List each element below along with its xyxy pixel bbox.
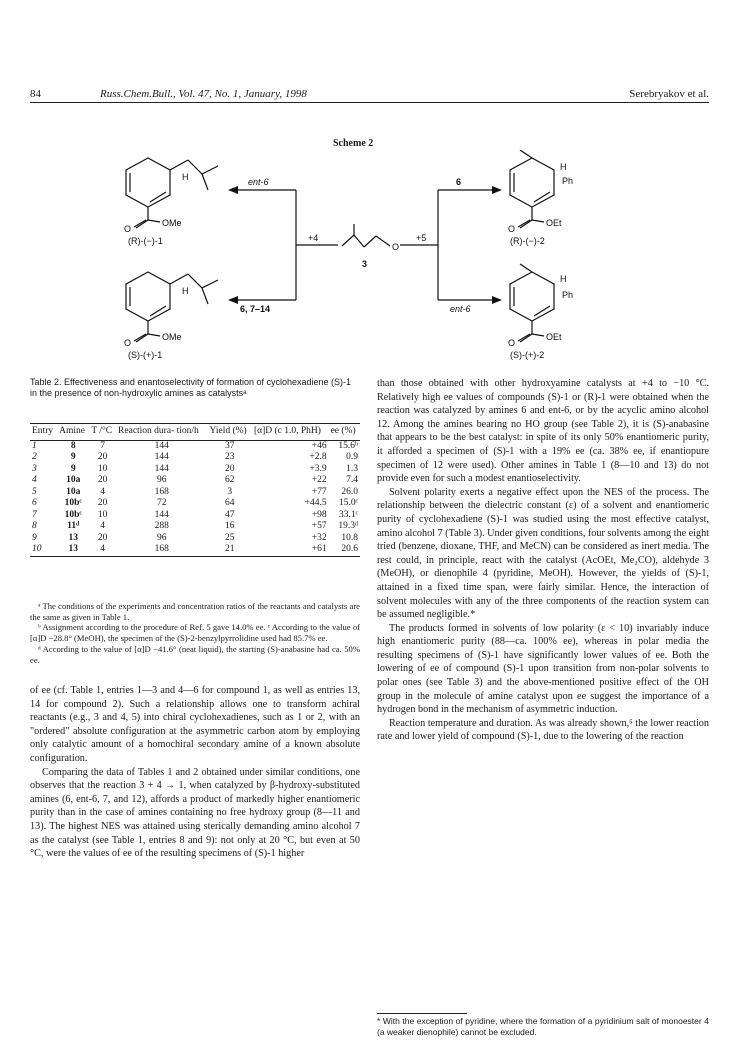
table-note-b-c: ᵇ Assignment according to the procedure of Ref. 5 gave 14.0% ee. ᶜ According to the value of [α]D −28.8° (MeOH), the specimen of the (S)-2-benzylpyrrolidine used had 85.7% ee. [30, 622, 360, 644]
running-header [30, 88, 709, 103]
paragraph-right-3: The products formed in solvents of low polarity (ε < 10) invariably induce high enantiomeric purity (88—ca. 100% ee), whereas in polar media the resulting specimens of (S)-1 have significantly lower values of ee. Both the lowering of ee of compound (S)-1 upon transition from non-polar solvents to polar ones (see Table 3) and the above-mentioned positive effect of the OH group in the molecule of amine catalyst upon ee suggest the importance of a hydrogen bond in the mechanism of asymmetric induction. [377, 622, 709, 716]
table-cell: +57 [311, 521, 327, 531]
table-cell: 96 [157, 532, 167, 543]
label-compound-3: 3 [362, 259, 368, 269]
table-cell: 8 [70, 440, 76, 451]
table-2-caption: Table 2. Effectiveness and enantoselectivity of formation of cyclohexadiene (S)-1 in the presence of non-hydroxylic amines as catalystsᵃ [30, 377, 352, 398]
table-cell: +32 [311, 532, 327, 543]
table-cell: 144 [154, 509, 169, 520]
table-note-d: ᵈ According to the value of [α]D −41.6° (neat liquid), the starting (S)-anabasine had ca. 50% ee. [30, 643, 360, 665]
table-cell: 20 [97, 532, 108, 543]
atom-h-s2: H [560, 274, 567, 284]
atom-oet-r2: OEt [546, 218, 562, 228]
table-cell: 4 [100, 486, 106, 497]
col-yield: Yield (%) [208, 424, 252, 441]
table-cell: 144 [154, 440, 169, 451]
arrowhead-left-top [228, 186, 238, 194]
arrow-label-catalysts-left: 6, 7–14 [240, 304, 271, 314]
table-cell: 6 [32, 498, 37, 508]
structure-s-2 [510, 264, 554, 342]
atom-ph-s2: Ph [562, 290, 574, 300]
page-number: 84 [30, 88, 41, 100]
table-cell: 62 [224, 475, 235, 485]
table-row [30, 440, 360, 452]
table-cell: 1 [32, 440, 37, 451]
table-cell: 15.0ᶜ [338, 498, 358, 508]
table-cell: 20 [224, 463, 235, 474]
table-cell: 5 [32, 486, 37, 497]
arrowhead-right-top [492, 186, 502, 194]
table-cell: 9 [32, 532, 37, 543]
scheme-title: Scheme 2 [333, 138, 374, 149]
table-cell: 33.1ᶜ [338, 509, 358, 520]
arrowhead-right-bottom [492, 296, 502, 304]
table-cell: +77 [311, 486, 327, 497]
table-cell: 1.3 [346, 463, 358, 474]
col-temperature: T /°C [89, 424, 116, 441]
table-cell: 3 [227, 486, 233, 497]
table-cell: 168 [116, 544, 207, 556]
atom-o-r2: O [508, 224, 516, 234]
table-cell: 13 [57, 544, 89, 556]
atom-h-r1: H [182, 172, 189, 182]
table-cell: 20 [97, 475, 108, 485]
paragraph-right-2: Solvent polarity exerts a negative effect upon the NES of the process. The relationship between the dielectric constant (ε) of a solvent and enantiomeric purity of cyclohexadiene (S)-1 was studied using the most effective catalyst, amino alcohol 7 (Table 3). Under given conditions, four solvents among the eight tried (benzene, dioxane, THF, and MeCN) can be considered as inert media. The rest could, in principle, react with the catalyst (AcOEt, Me₂CO), aldehyde 3 (MeOH), or dienophile 4 (pyridine, MeOH). However, the yields of (S)-1, attained in a fixed time span, were fairly similar. Hence, the interaction of solvent molecules with any of the three components of the reaction system can be assumed negligible.* [377, 486, 710, 621]
label-r-2: (R)-(−)-2 [510, 236, 545, 246]
arrow-label-6-right: 6 [456, 177, 462, 187]
table-cell: 25 [224, 532, 235, 543]
atom-oet-s2: OEt [546, 332, 562, 342]
table-note-a: ᵃ The conditions of the experiments and concentration ratios of the reactants and catalysts are the same as given in Table 1. [30, 601, 360, 622]
label-s-1: (S)-(+)-1 [128, 350, 163, 360]
table-cell: 3 [32, 463, 37, 474]
table-cell: 144 [154, 463, 169, 474]
table-cell: 72 [157, 498, 167, 508]
table-cell: +46 [311, 440, 327, 451]
table-cell: 9 [70, 452, 76, 462]
table-cell: 26.0 [341, 486, 358, 497]
table-cell: 10a [66, 486, 81, 497]
table-2 [30, 423, 360, 557]
table-cell: 20.6 [329, 544, 360, 556]
table-row [30, 475, 360, 487]
arrow-network [234, 190, 496, 300]
atom-ome-r1: OMe [162, 218, 182, 228]
table-cell: 144 [154, 452, 169, 462]
table-cell: 4 [89, 544, 116, 556]
reaction-scheme [100, 150, 640, 365]
label-plus-5: +5 [416, 233, 427, 243]
table-cell: 15.6ᵇ [338, 440, 358, 451]
table-cell: 4 [100, 521, 106, 531]
table-cell: 96 [157, 475, 167, 485]
structure-r-2 [510, 150, 554, 228]
table-cell: 10 [30, 544, 57, 556]
left-column [30, 684, 360, 861]
col-entry: Entry [30, 424, 57, 441]
table-cell: 64 [224, 498, 235, 508]
table-row [30, 510, 360, 522]
structure-aldehyde-3 [342, 224, 390, 247]
paragraph-left-1: of ee (cf. Table 1, entries 1—3 and 4—6 for compound 1, as well as entries 13, 14 for compound 2). Such a relationship allows one to transform achiral reactants (e.g., 3 and 4, 5) into chiral cyclohexadienes, such as 1 or 2, with an "ordered" absolute configuration at the asymmetric carbon atom by employing only catalytic amount of a homochiral secondary amine of a known absolute configuration. [30, 685, 360, 764]
table-cell: 11ᵈ [67, 521, 80, 531]
col-duration: Reaction dura- tion/h [116, 424, 207, 441]
right-column [377, 377, 709, 744]
label-s-2: (S)-(+)-2 [510, 350, 545, 360]
table-row [30, 521, 360, 533]
paragraph-left-2: Comparing the data of Tables 1 and 2 obtained under similar conditions, one observes that the reaction 3 + 4 → 1, when catalyzed by β-hydroxy-substituted amines (6, ent-6, 7, and 12), affords a product of markedly higher enantiomeric purity than in the case of amines containing no free hydroxy group (8—11 and 13). The highest NES was attained using sterically demanding amino alcohol 7 as the catalyst (see Table 1, entries 8 and 9): not only at 20 °C, but even at 50 °C, were the values of ee of the resulting specimens of (S)-1 higher [30, 766, 360, 860]
table-cell: +2.8 [309, 452, 327, 462]
atom-o-s1: O [124, 338, 132, 348]
table-cell: 10 [97, 463, 108, 474]
atom-o-r1: O [124, 224, 132, 234]
table-header-row [30, 424, 360, 441]
author-line: Serebryakov et al. [629, 88, 709, 100]
table-row [30, 464, 360, 476]
col-amine: Amine [57, 424, 89, 441]
table-cell: 9 [70, 463, 76, 474]
table-cell: 10bᶜ [64, 498, 82, 508]
table-cell: 8 [32, 521, 37, 531]
table-cell: +61 [252, 544, 329, 556]
table-cell: +44.5 [304, 498, 327, 508]
atom-h-s1: H [182, 286, 189, 296]
label-r-1: (R)-(−)-1 [128, 236, 163, 246]
table-cell: 0.9 [346, 452, 358, 462]
table-cell: 19.3ᵈ [338, 521, 358, 531]
atom-o-aldehyde: O [392, 242, 400, 252]
table-cell: 7.4 [346, 475, 358, 485]
table-cell: 20 [97, 498, 108, 508]
table-2-notes [30, 601, 360, 665]
journal-citation: Russ.Chem.Bull., Vol. 47, No. 1, January, 1998 [100, 88, 307, 100]
atom-ome-s1: OMe [162, 332, 182, 342]
table-cell: +22 [311, 475, 327, 485]
table-cell: 13 [68, 532, 78, 543]
footnote-rule [377, 1013, 467, 1014]
table-cell: 47 [224, 509, 235, 520]
atom-h-r2: H [560, 162, 567, 172]
table-cell: 20 [97, 452, 108, 462]
table-cell: 10bᶜ [64, 509, 82, 520]
atom-o-s2: O [508, 338, 516, 348]
table-cell: +98 [311, 509, 327, 520]
arrowhead-left-bottom [228, 296, 238, 304]
table-cell: 7 [100, 440, 106, 451]
table-cell: 16 [224, 521, 235, 531]
col-rotation: [α]D (c 1.0, PhH) [252, 424, 329, 441]
label-plus-4: +4 [308, 233, 319, 243]
table-cell: 10 [97, 509, 108, 520]
atom-ph-r2: Ph [562, 176, 574, 186]
table-row [30, 498, 360, 510]
table-cell: 23 [224, 452, 235, 462]
table-cell: 37 [224, 440, 235, 451]
paragraph-right-1: than those obtained with other hydroxyamine catalysts at +4 to −10 °C. Relatively high ee values of compounds (S)-1 or (R)-1 were obtained when the reaction was catalyzed by amines 6 and ent-6, or by the acyclic amino alcohol 12. Among the amines bearing no HO group (see Table 2), it is (S)-anabasine that appears to be the best catalyst: in spite of its only 50% enantiomeric purity, it afforded a specimen of (S)-1 with a 19% ee (ca. 38% ee, if enantiopure specimen of 12 were used). Other amines in Table 1 (8—10 and 13) do not provide even for such a modest enantioselectivity. [377, 378, 709, 485]
footnote: * With the exception of pyridine, where the formation of a pyridinium salt of monoester 4 (a weaker dienophile) cannot be excluded. [377, 1016, 709, 1037]
col-ee: ee (%) [329, 424, 360, 441]
table-cell: 10.8 [341, 532, 358, 543]
table-row [30, 544, 360, 556]
paragraph-right-4: Reaction temperature and duration. As was already shown,⁵ the lower reaction rate and lower yield of compound (S)-1, due to the lowering of the reaction [377, 717, 709, 743]
table-cell: 288 [154, 521, 169, 531]
table-cell: 21 [208, 544, 252, 556]
table-cell: +3.9 [309, 463, 327, 474]
table-cell: 2 [32, 452, 37, 462]
table-cell: 7 [32, 509, 37, 520]
arrow-label-ent6-right: ent-6 [450, 304, 471, 314]
arrow-label-ent6-left: ent-6 [248, 177, 269, 187]
table-row [30, 533, 360, 545]
table-cell: 4 [32, 475, 37, 485]
table-row [30, 452, 360, 464]
table-cell: 10a [66, 475, 81, 485]
table-row [30, 487, 360, 499]
table-cell: 168 [154, 486, 169, 497]
